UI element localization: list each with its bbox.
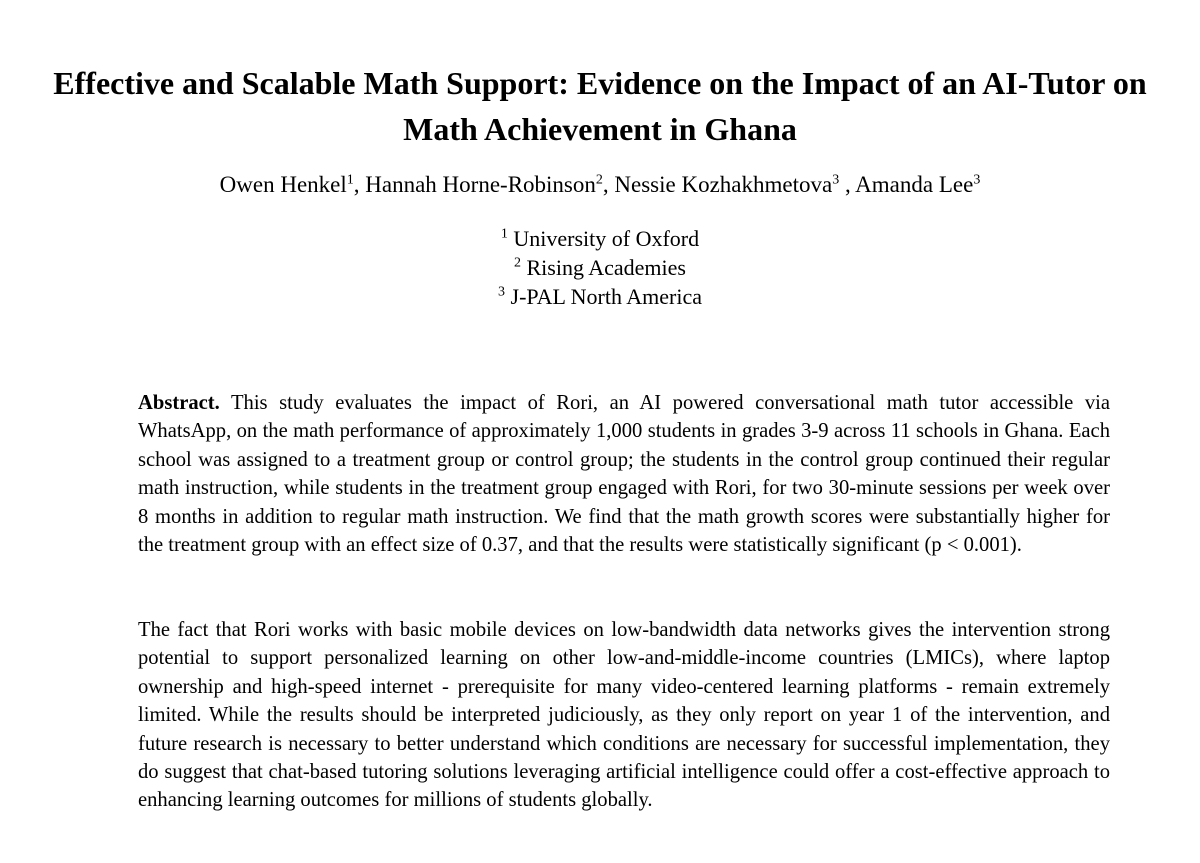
author-affiliation-number: 3 [832,172,840,188]
affiliation [60,253,1140,282]
author-affiliation-number: 2 [595,172,603,188]
body-paragraph: The fact that Rori works with basic mobile devices on low-bandwidth data networks gives the intervention strong potential to support personalized learning on other low-and-middle-income countries (LMICs), where laptop ownership and high-speed internet - prerequisite for many video-centered learning platforms - remain extremely limited. While the results should be interpreted judiciously, as they only report on year 1 of the intervention, and future research is necessary to better understand which conditions are necessary for successful implementation, they do suggest that chat-based tutoring solutions leveraging artificial intelligence could offer a cost-effective approach to enhancing learning outcomes for millions of students globally. [138,619,1110,812]
affiliation-name: Rising Academies [526,255,686,280]
author [614,172,855,197]
author-name: Amanda Lee [855,172,974,197]
affiliation-name: J-PAL North America [510,284,702,309]
affiliation-number: 1 [500,226,508,242]
author-separator: , [839,172,856,197]
author-separator: , [602,172,615,197]
abstract-paragraph [138,389,1110,559]
affiliation [60,282,1140,311]
author-name: Owen Henkel [219,172,347,197]
author [365,172,614,197]
author-affiliation-number: 1 [346,172,354,188]
affiliation-number: 3 [498,284,506,300]
author-name: Hannah Horne-Robinson [365,172,596,197]
affiliation [60,224,1140,253]
abstract-text: This study evaluates the impact of Rori, an AI powered conversational math tutor accessible via WhatsApp, on the math performance of approximately 1,000 students in grades 3-9 across 11 schools in Ghana. Each school was assigned to a treatment group or control group; the students in the control group continued their regular math instruction, while students in the treatment group engaged with Rori, for two 30-minute sessions per week over 8 months in addition to regular math instruction. We find that the math growth scores were substantially higher for the treatment group with an effect size of 0.37, and that the results were statistically significant (p < 0.001). [138,392,1110,557]
affiliation-list [60,224,1140,311]
abstract-label: Abstract. [138,392,220,414]
affiliation-name: University of Oxford [513,226,700,251]
paper-title: Effective and Scalable Math Support: Evidence on the Impact of an AI-Tutor on Math Achievement in Ghana [53,65,1147,147]
author-separator: , [353,172,366,197]
author [220,172,366,197]
author-name: Nessie Kozhakhmetova [614,172,833,197]
author-list [60,170,1140,200]
author-affiliation-number: 3 [973,172,981,188]
author [855,172,980,197]
affiliation-number: 2 [514,255,521,271]
